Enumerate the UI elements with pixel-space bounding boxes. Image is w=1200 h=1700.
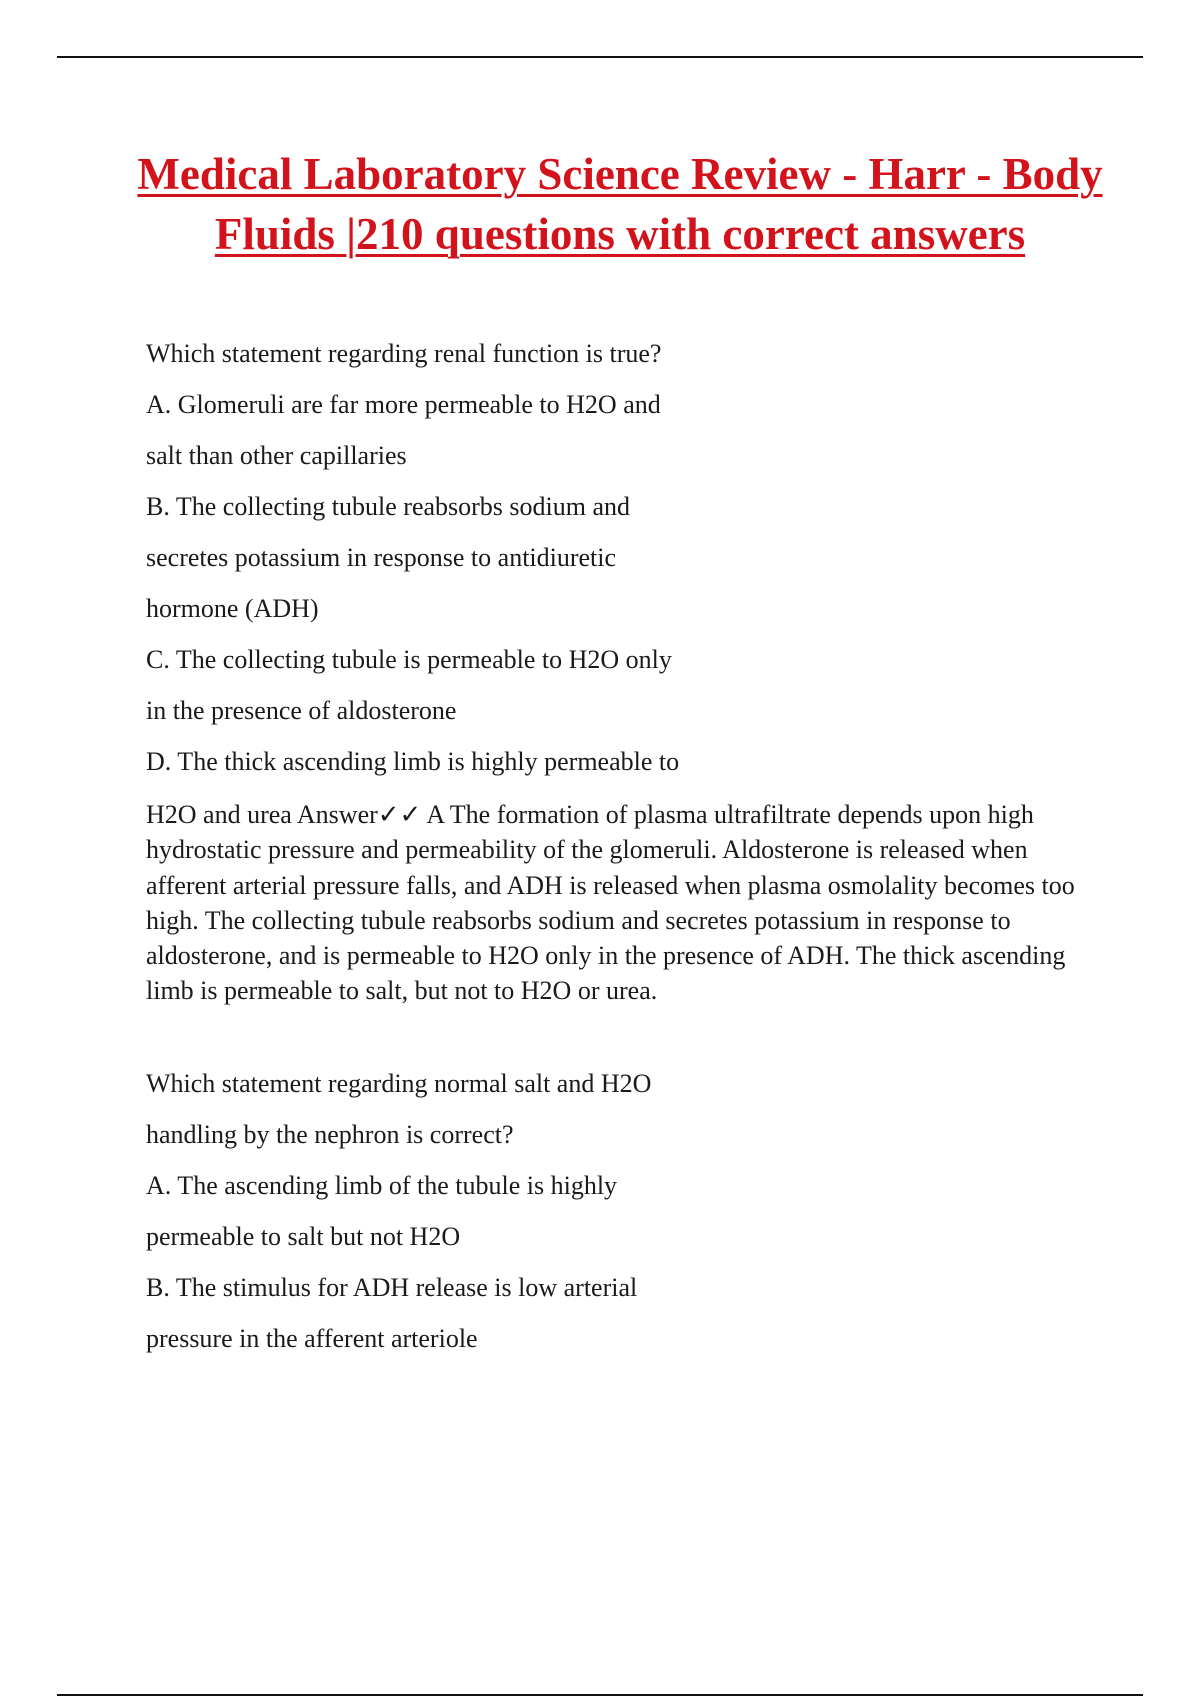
question-2-option-a-line-1: A. The ascending limb of the tubule is highly [146, 1170, 618, 1200]
question-1-option-d-line-1: D. The thick ascending limb is highly permeable to [146, 747, 680, 776]
question-1-stem: Which statement regarding renal function is true? [146, 339, 662, 368]
question-1-option-a-line-1: A. Glomeruli are far more permeable to H2O and [146, 390, 661, 419]
question-2-stem-line-2: handling by the nephron is correct? [146, 1119, 514, 1149]
question-2-option-b-line-2: pressure in the afferent arteriole [146, 1323, 478, 1353]
question-2-option-b-line-1: B. The stimulus for ADH release is low arterial [146, 1272, 638, 1302]
question-spacer [146, 1009, 1086, 1068]
document-title: Medical Laboratory Science Review - Harr - Body Fluids |210 questions with correct answers [137, 149, 1103, 259]
question-1-option-b-line-2: secretes potassium in response to antidiuretic [146, 543, 617, 572]
question-1-option-c-line-1: C. The collecting tubule is permeable to H2O only [146, 645, 672, 674]
question-2 [146, 1068, 1086, 1374]
question-1-option-b-line-1: B. The collecting tubule reabsorbs sodium and [146, 492, 631, 521]
document-body [146, 338, 1086, 1374]
bottom-rule [57, 1694, 1143, 1696]
question-1-option-a-line-2: salt than other capillaries [146, 441, 407, 470]
question-1-answer: H2O and urea Answer✓✓ A The formation of plasma ultrafiltrate depends upon high hydrostatic pressure and permeability of the glomeruli. Aldosterone is released when afferent arterial pressure falls, and ADH is released when plasma osmolality becomes too high. The collecting tubule reabsorbs sodium and secretes potassium in response to aldosterone, and is permeable to H2O only in the presence of ADH. The thick ascending limb is permeable to salt, but not to H2O or urea. [146, 800, 1075, 1006]
question-1 [146, 338, 1086, 1009]
question-1-option-b-line-3: hormone (ADH) [146, 594, 319, 623]
question-1-option-c-line-2: in the presence of aldosterone [146, 696, 457, 725]
top-rule [57, 56, 1143, 58]
question-2-option-a-line-2: permeable to salt but not H2O [146, 1221, 461, 1251]
question-2-stem-line-1: Which statement regarding normal salt and H2O [146, 1068, 652, 1098]
